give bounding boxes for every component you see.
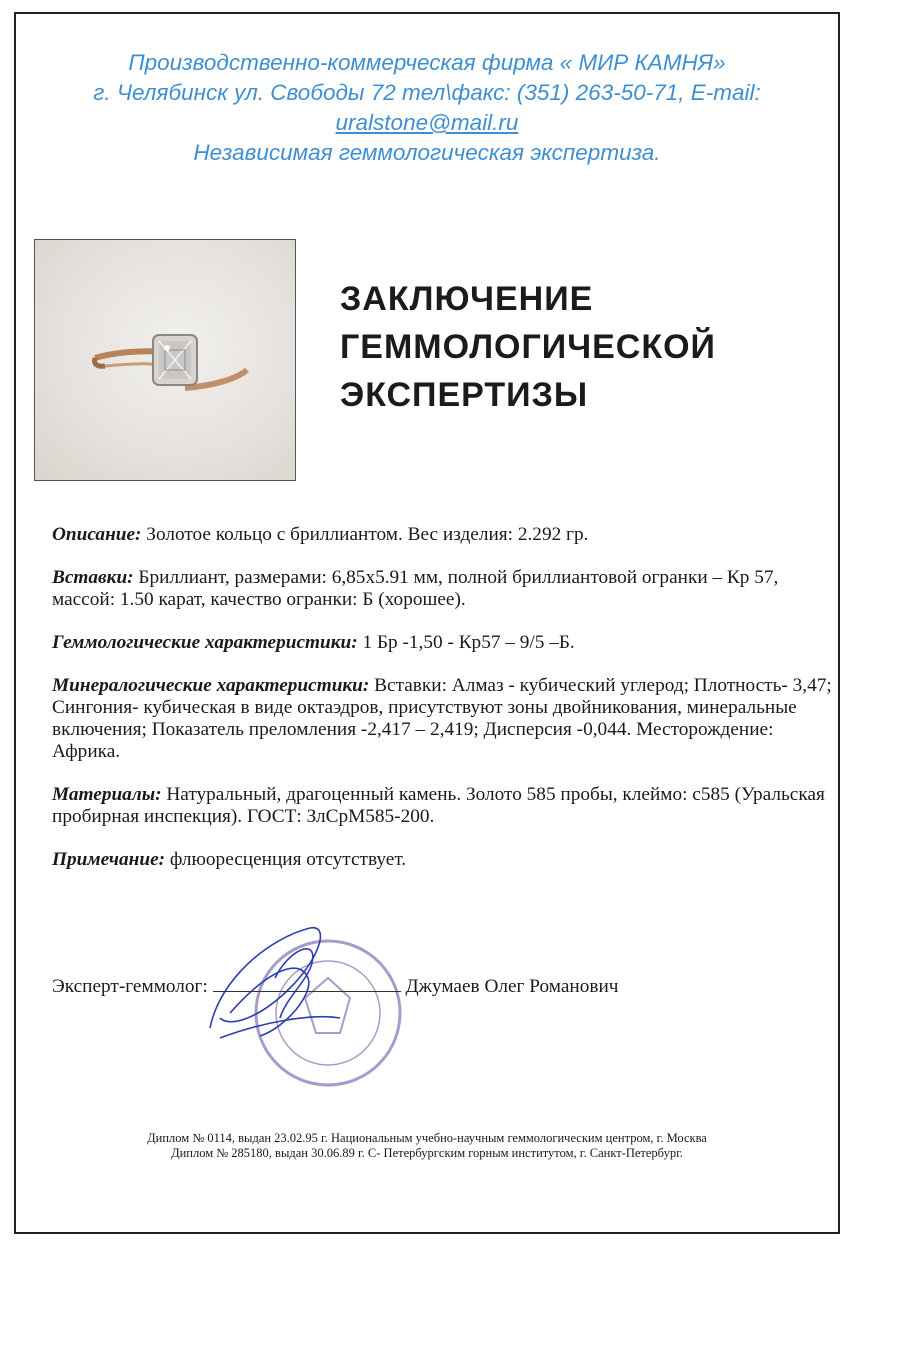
section-label: Геммологические характеристики: [52,632,358,653]
diploma-line-1: Диплом № 0114, выдан 23.02.95 г. Национальным учебно-научным геммологическим центром, г. Москва [147,1131,707,1145]
expertise-body [52,524,842,892]
diploma-line-2: Диплом № 285180, выдан 30.06.89 г. С- Петербургским горным институтом, г. Санкт-Петербург. [171,1146,683,1160]
ring-photo [34,239,296,481]
section-text: флюоресценция отсутствует. [165,849,407,870]
section-materials [52,784,842,828]
section-label: Описание: [52,524,142,545]
expert-label: Эксперт-геммолог: [52,976,208,997]
signature-underline [213,973,401,992]
section-description [52,524,842,546]
section-label: Материалы: [52,784,162,805]
document-title [340,275,716,419]
title-line-2: ГЕММОЛОГИЧЕСКОЙ [340,328,716,366]
section-text: Бриллиант, размерами: 6,85х5.91 мм, полной бриллиантовой огранки – Кр 57, массой: 1.50 карат, качество огранки: Б (хорошее). [52,567,779,610]
section-text: 1 Бр -1,50 - Кр57 – 9/5 –Б. [357,632,575,653]
company-header [14,48,840,168]
section-mineralogical [52,675,842,763]
expert-name: Джумаев Олег Романович [405,976,619,997]
diploma-footer [14,1131,840,1161]
expert-stamp-and-signature [190,918,430,1108]
section-text: Натуральный, драгоценный камень. Золото 585 пробы, клеймо: с585 (Уральская пробирная инспекция). ГОСТ: ЗлСрМ585-200. [52,784,825,827]
title-line-1: ЗАКЛЮЧЕНИЕ [340,280,594,318]
section-label: Минералогические характеристики: [52,675,370,696]
section-note [52,849,842,871]
company-name: Производственно-коммерческая фирма « МИР КАМНЯ» [128,50,726,75]
section-label: Вставки: [52,567,134,588]
company-email-link[interactable]: uralstone@mail.ru [335,110,519,135]
section-inserts [52,567,842,611]
company-address: г. Челябинск ул. Свободы 72 тел\факс: (351) 263-50-71, E-mail: [93,80,761,105]
title-line-3: ЭКСПЕРТИЗЫ [340,376,589,414]
section-label: Примечание: [52,849,166,870]
company-tagline: Независимая геммологическая экспертиза. [193,140,661,165]
section-text: Золотое кольцо с бриллиантом. Вес изделия: 2.292 гр. [141,524,589,545]
expert-signature-line [52,973,842,998]
section-gemological [52,632,842,654]
section-text: Вставки: Алмаз - кубический углерод; Плотность- 3,47; Сингония- кубическая в виде октаэдров, присутствуют зоны двойникования, минеральные включения; Показатель преломления -2,417 – 2,419; Дисперсия -0,044. Месторождение: Африка. [52,675,832,762]
round-stamp [256,941,400,1085]
